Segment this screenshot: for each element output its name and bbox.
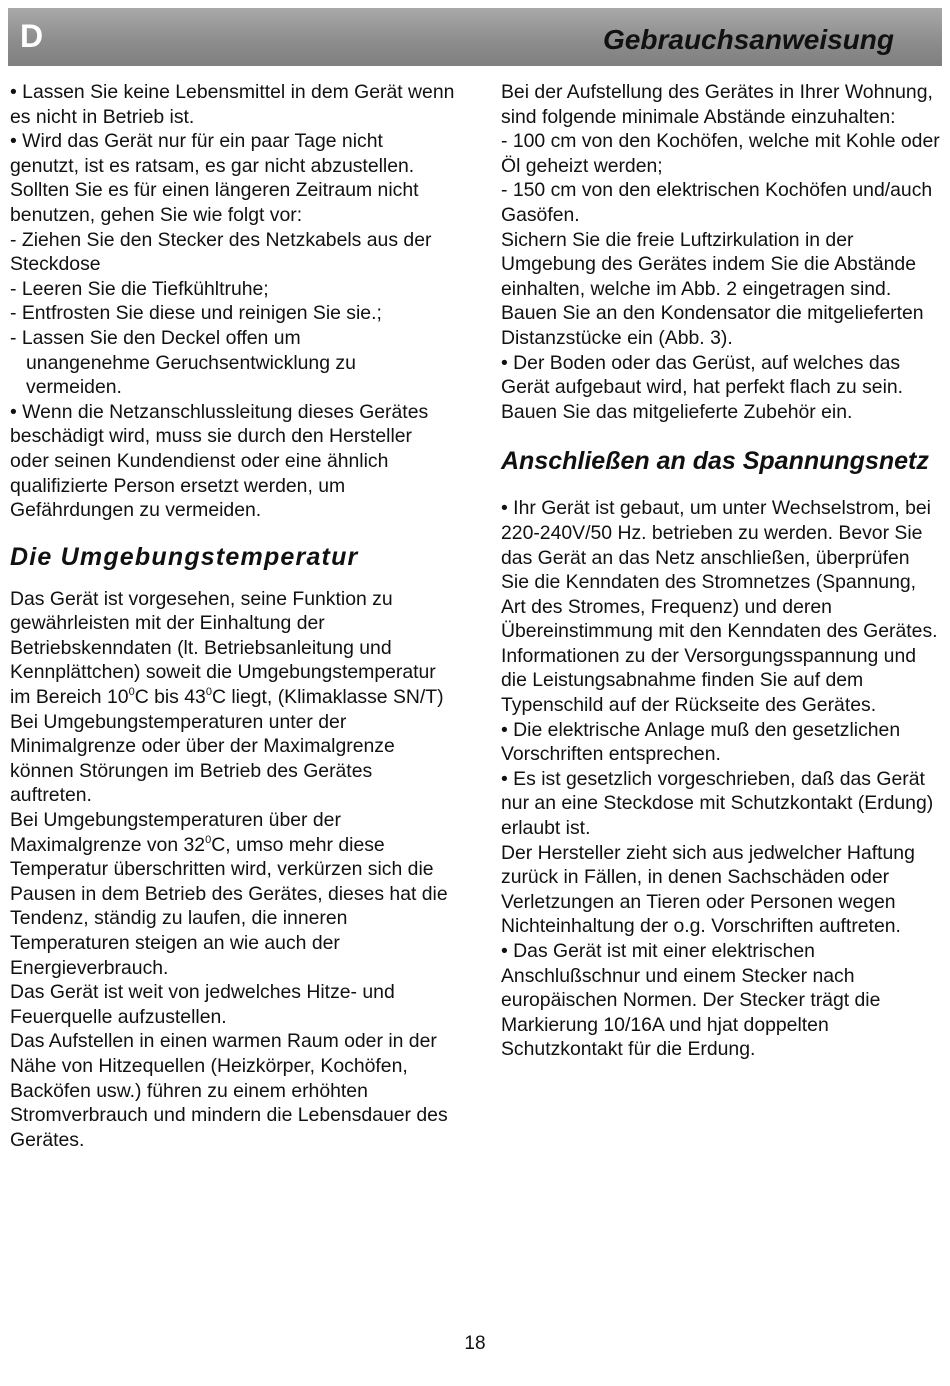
paragraph: Bei der Aufstellung des Gerätes in Ihrer Wohnung, sind folgende minimale Abstände einzuhalten: xyxy=(501,81,933,128)
text-span: Das Gerät ist vorgesehen, seine Funktion zu gewährleisten mit der Einhaltung der Betriebskenndaten (lt. Betriebsanleitung und Kennplättchen) soweit die Umgebungstemperatur im Bereich 10 xyxy=(10,587,436,709)
paragraph: Das Gerät ist weit von jedwelches Hitze- und Feuerquelle aufzustellen. xyxy=(10,981,395,1028)
document-title: Gebrauchsanweisung xyxy=(603,24,894,55)
superscript: 0 xyxy=(128,686,135,699)
paragraph xyxy=(10,808,455,980)
page-header xyxy=(8,8,942,66)
paragraph: • Die elektrische Anlage muß den gesetzlichen Vorschriften entsprechen. xyxy=(501,718,901,766)
paragraph: • Lassen Sie keine Lebensmittel in dem Gerät wenn es nicht in Betrieb ist. xyxy=(10,81,455,128)
left-column xyxy=(10,80,455,1152)
paragraph: Sichern Sie die freie Luftzirkulation in der Umgebung des Gerätes indem Sie die Abstände einhalten, welche im Abb. 2 eingetragen sind. xyxy=(501,228,917,300)
list-item: - 100 cm von den Kochöfen, welche mit Kohle oder Öl geheizt werden; xyxy=(501,130,940,177)
list-item: - Entfrosten Sie diese und reinigen Sie sie.; xyxy=(10,302,382,325)
page-number: 18 xyxy=(464,1333,486,1354)
paragraph: • Wird das Gerät nur für ein paar Tage nicht genutzt, ist es ratsam, es gar nicht abzustellen. Sollten Sie es für einen längeren Zeitraum nicht benutzen, gehen Sie wie folgt vor: xyxy=(10,130,419,226)
text-span: C, umso mehr diese Temperatur überschritten wird, verkürzen sich die Pausen in dem Betrieb des Gerätes, dieses hat die Tendenz, ständig zu laufen, die inneren Temperaturen steigen an wie auch der Energieverbrauch. xyxy=(10,833,448,979)
paragraph: • Es ist gesetzlich vorgeschrieben, daß das Gerät nur an eine Steckdose mit Schutzkontakt (Erdung) erlaubt ist. xyxy=(501,767,934,840)
list-item: - Lassen Sie den Deckel offen um xyxy=(10,326,301,349)
list-item: - 150 cm von den elektrischen Kochöfen und/auch Gasöfen. xyxy=(501,179,933,226)
list-item: - Leeren Sie die Tiefkühltruhe; xyxy=(10,277,269,300)
paragraph: Bei Umgebungstemperaturen unter der Minimalgrenze oder über der Maximalgrenze können Störungen im Betrieb des Gerätes auftreten. xyxy=(10,710,395,807)
text-span: Bei Umgebungstemperaturen über der Maximalgrenze von 32 xyxy=(10,809,341,856)
paragraph: Bauen Sie das mitgelieferte Zubehör ein. xyxy=(501,400,853,423)
paragraph: • Das Gerät ist mit einer elektrischen Anschlußschnur und einem Stecker nach europäischen Normen. Der Stecker trägt die Markierung 10/16A und hjat doppelten Schutzkontakt für die Erdung. xyxy=(501,940,881,1061)
list-item: - Ziehen Sie den Stecker des Netzkabels aus der Steckdose xyxy=(10,228,432,276)
paragraph: Bauen Sie an den Kondensator die mitgelieferten Distanzstücke ein (Abb. 3). xyxy=(501,302,924,349)
list-item-continuation: unangenehme Geruchsentwicklung zu vermeiden. xyxy=(26,351,356,399)
language-code: D xyxy=(20,18,44,54)
paragraph: • Wenn die Netzanschlussleitung dieses Gerätes beschädigt wird, muss sie durch den Hersteller oder seinen Kundendienst oder eine ähnlich qualifizierte Person ersetzt werden, um Gefährdungen zu vermeiden. xyxy=(10,400,429,522)
paragraph: • Der Boden oder das Gerüst, auf welches das Gerät aufgebaut wird, hat perfekt flach zu sein. xyxy=(501,351,904,399)
text-span: C liegt, (Klimaklasse SN/T) xyxy=(211,686,444,709)
paragraph: Das Aufstellen in einen warmen Raum oder in der Nähe von Hitzequellen (Heizkörper, Kochöfen, Backöfen usw.) führen zu einem erhöhten Stromverbrauch und mindern die Lebensdauer des Gerätes. xyxy=(10,1030,448,1151)
text-span: C bis 43 xyxy=(134,686,206,709)
section-heading: Die Umgebungstemperatur xyxy=(10,542,359,571)
right-column xyxy=(501,80,941,1062)
paragraph: Der Hersteller zieht sich aus jedwelcher Haftung zurück in Fällen, in denen Sachschäden oder Verletzungen an Tieren oder Personen wegen Nichteinhaltung der o.g. Vorschriften auftreten. xyxy=(501,841,915,938)
section-heading: Anschließen an das Spannungsnetz xyxy=(501,447,929,476)
paragraph xyxy=(10,587,455,710)
superscript: 0 xyxy=(205,833,212,846)
superscript: 0 xyxy=(205,686,212,699)
paragraph: • Ihr Gerät ist gebaut, um unter Wechselstrom, bei 220-240V/50 Hz. betrieben zu werden. Bevor Sie das Gerät an das Netz anschließen, überprüfen Sie die Kenndaten des Stromnetzes (Spannung, Art des Stromes, Frequenz) und deren Übereinstimmung mit den Kenndaten des Gerätes. Informationen zu der Versorgungsspannung und die Leistungsabnahme finden Sie auf dem Typenschild auf der Rückseite des Gerätes. xyxy=(501,497,938,717)
